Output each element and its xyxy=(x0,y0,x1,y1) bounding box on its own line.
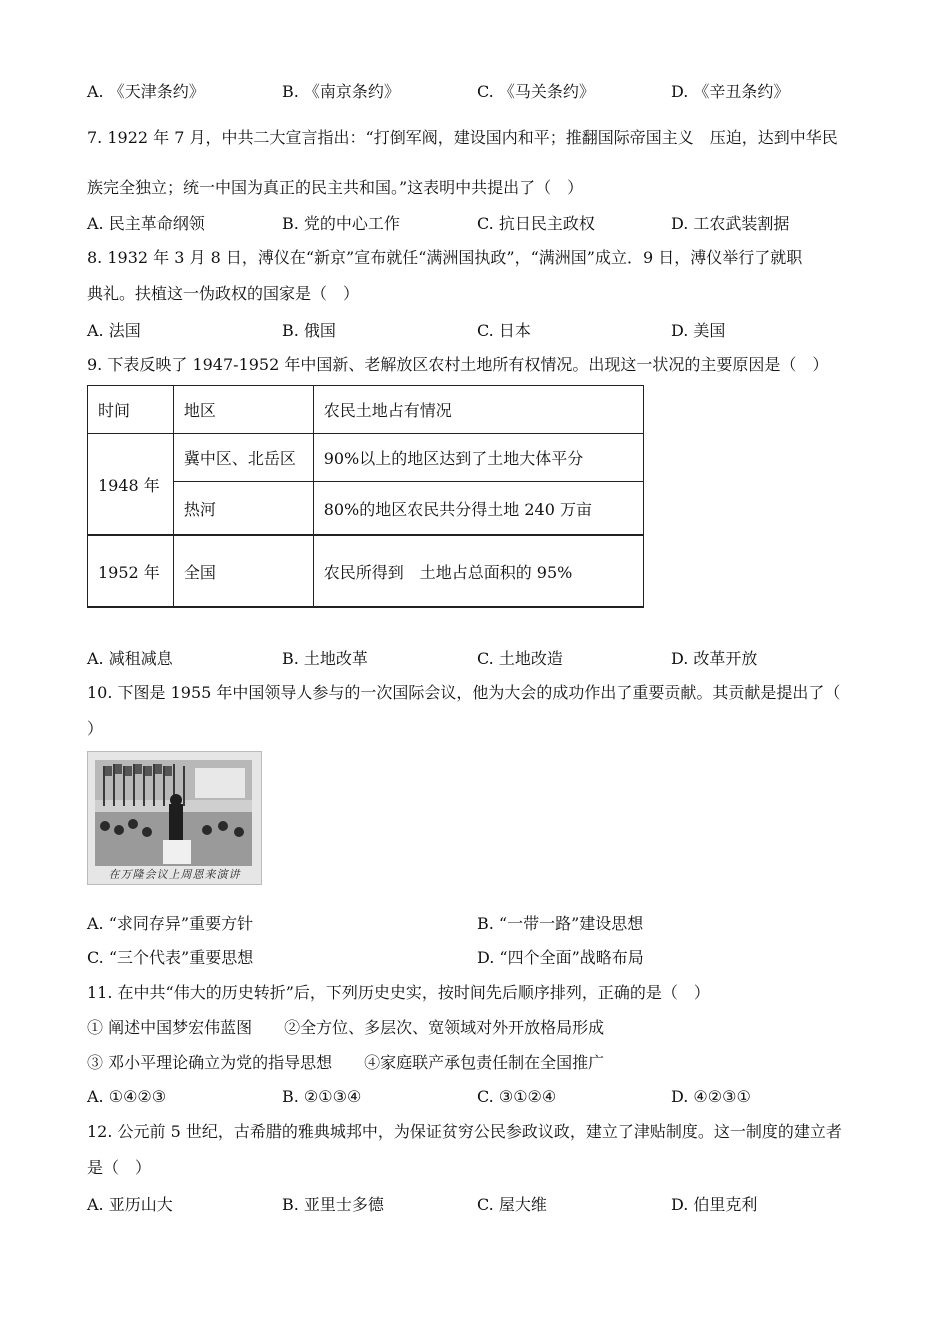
bandung-conference-photo xyxy=(87,751,262,885)
q11-item-line1: ① 阐述中国梦宏伟蓝图 ②全方位、多层次、宽领域对外开放格局形成 xyxy=(87,1018,605,1037)
q10-options-row1 xyxy=(87,914,867,936)
table-row xyxy=(88,434,644,482)
table-row xyxy=(88,535,644,607)
q12-option-b[interactable]: B. 亚里士多德 xyxy=(282,1195,384,1214)
q7-option-b[interactable]: B. 党的中心工作 xyxy=(282,214,400,233)
q8-stem-line2: 典礼。扶植这一伪政权的国家是（ ） xyxy=(87,284,360,303)
q12-stem-line2: 是（ ） xyxy=(87,1158,152,1177)
q6-option-c[interactable]: C. 《马关条约》 xyxy=(477,82,595,101)
q9-stem: 9. 下表反映了 1947-1952 年中国新、老解放区农村土地所有权情况。出现这一状况的主要原因是（ ） xyxy=(87,355,829,374)
q7-options xyxy=(87,214,867,236)
q6-option-a[interactable]: A. 《天津条约》 xyxy=(87,82,205,101)
q7-option-d[interactable]: D. 工农武装割据 xyxy=(671,214,790,233)
q6-option-b[interactable]: B. 《南京条约》 xyxy=(282,82,400,101)
q9-option-b[interactable]: B. 土地改革 xyxy=(282,649,368,668)
table-cell-detail: 90%以上的地区达到了土地大体平分 xyxy=(313,434,643,482)
q7-option-c[interactable]: C. 抗日民主政权 xyxy=(477,214,595,233)
q11-option-d[interactable]: D. ④②③① xyxy=(671,1087,751,1106)
table-header-region: 地区 xyxy=(173,386,313,434)
q8-option-b[interactable]: B. 俄国 xyxy=(282,321,336,340)
table-header-time: 时间 xyxy=(88,386,174,434)
q11-option-a[interactable]: A. ①④②③ xyxy=(87,1087,167,1106)
photo-caption: 在万隆会议上周恩来演讲 xyxy=(108,868,241,881)
q7-stem-line1: 7. 1922 年 7 月，中共二大宣言指出：“打倒军阀，建设国内和平；推翻国际帝国主义 压迫，达到中华民 xyxy=(87,128,838,147)
q11-options xyxy=(87,1087,867,1109)
table-cell-region: 全国 xyxy=(173,535,313,607)
q12-stem-line1: 12. 公元前 5 世纪，古希腊的雅典城邦中，为保证贫穷公民参政议政，建立了津贴制度。这一制度的建立者 xyxy=(87,1122,842,1141)
photo-illustration xyxy=(95,760,252,866)
q7-option-a[interactable]: A. 民主革命纲领 xyxy=(87,214,205,233)
q8-stem-line1: 8. 1932 年 3 月 8 日，溥仪在“新京”宣布就任“满洲国执政”，“满洲国”成立．9 日，溥仪举行了就职 xyxy=(87,248,803,267)
q12-options xyxy=(87,1195,867,1217)
q6-option-d[interactable]: D. 《辛丑条约》 xyxy=(671,82,790,101)
q12-option-a[interactable]: A. 亚历山大 xyxy=(87,1195,173,1214)
q10-options-row2 xyxy=(87,948,867,970)
q9-option-c[interactable]: C. 土地改造 xyxy=(477,649,563,668)
q12-option-c[interactable]: C. 屋大维 xyxy=(477,1195,547,1214)
q11-item-line2: ③ 邓小平理论确立为党的指导思想 ④家庭联产承包责任制在全国推广 xyxy=(87,1053,605,1072)
table-cell-detail: 农民所得到 土地占总面积的 95% xyxy=(313,535,643,607)
q8-option-c[interactable]: C. 日本 xyxy=(477,321,531,340)
q10-option-c[interactable]: C. “三个代表”重要思想 xyxy=(87,948,254,967)
q10-option-a[interactable]: A. “求同存异”重要方针 xyxy=(87,914,254,933)
table-cell-region: 热河 xyxy=(173,482,313,536)
q7-stem-line2: 族完全独立；统一中国为真正的民主共和国。”这表明中共提出了（ ） xyxy=(87,178,584,197)
q11-option-c[interactable]: C. ③①②④ xyxy=(477,1087,557,1106)
q10-option-b[interactable]: B. “一带一路”建设思想 xyxy=(477,914,644,933)
q6-options xyxy=(87,82,867,104)
table-header-row xyxy=(88,386,644,434)
q9-option-d[interactable]: D. 改革开放 xyxy=(671,649,758,668)
table-cell-detail: 80%的地区农民共分得土地 240 万亩 xyxy=(313,482,643,536)
table-cell-region: 冀中区、北岳区 xyxy=(173,434,313,482)
q8-option-d[interactable]: D. 美国 xyxy=(671,321,726,340)
q10-option-d[interactable]: D. “四个全面”战略布局 xyxy=(477,948,644,967)
table-header-situation: 农民土地占有情况 xyxy=(313,386,643,434)
q8-option-a[interactable]: A. 法国 xyxy=(87,321,141,340)
photo-scene xyxy=(95,760,252,866)
q9-option-a[interactable]: A. 减租减息 xyxy=(87,649,173,668)
q11-option-b[interactable]: B. ②①③④ xyxy=(282,1087,362,1106)
table-cell-year-1952: 1952 年 xyxy=(88,535,174,607)
q10-stem-line1: 10. 下图是 1955 年中国领导人参与的一次国际会议，他为大会的成功作出了重要贡献。其贡献是提出了（ xyxy=(87,683,841,702)
q9-options xyxy=(87,649,867,671)
q12-option-d[interactable]: D. 伯里克利 xyxy=(671,1195,758,1214)
q11-stem: 11. 在中共“伟大的历史转折”后，下列历史史实，按时间先后顺序排列，正确的是（ ） xyxy=(87,983,710,1002)
table-cell-year-1948: 1948 年 xyxy=(88,434,174,536)
q8-options xyxy=(87,321,867,343)
q10-stem-line2: ） xyxy=(87,719,104,738)
land-ownership-table xyxy=(87,385,644,608)
